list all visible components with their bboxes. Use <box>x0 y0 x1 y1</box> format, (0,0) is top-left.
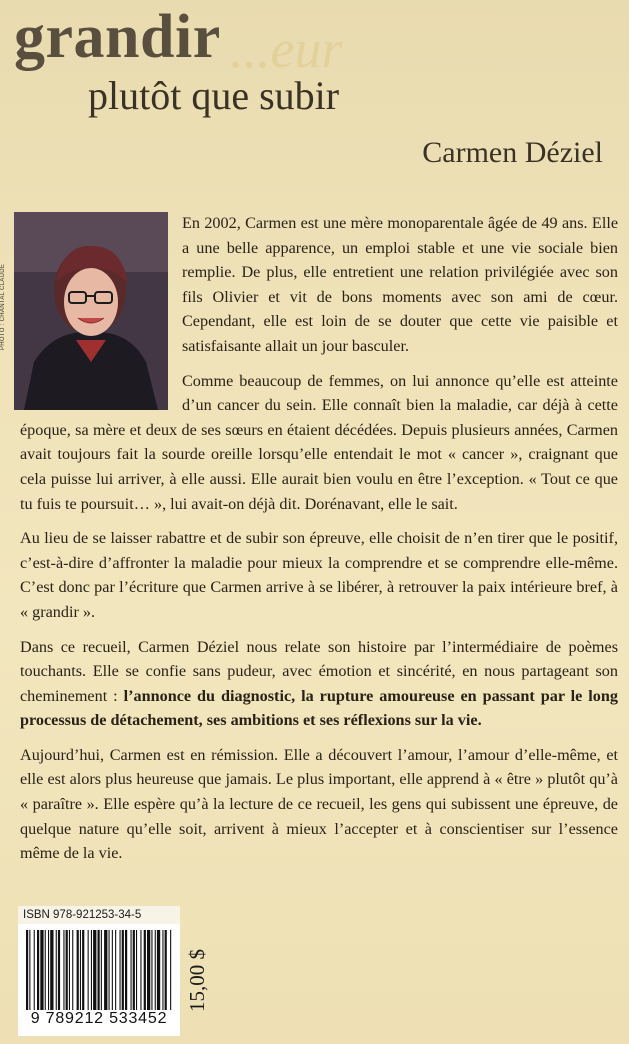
barcode-bar <box>162 930 163 1012</box>
barcode-bar <box>115 930 116 1012</box>
barcode-bar <box>112 930 113 1012</box>
blurb-paragraph-5: Aujourd’hui, Carmen est en rémission. Elle a découvert l’amour, l’amour d’elle-même, et elle est alors plus heureuse que jamais. Le plus important, elle apprend à « être » plutôt qu’à « paraître ». Elle espère qu’à la lecture de ce recueil, les gens qui subissent une épreuve, de quelque nature qu’elle soit, arrivent à mieux l’accepter et à conscientiser sur l’essence même de la vie. <box>20 745 618 863</box>
photo-float-spacer <box>20 211 182 411</box>
barcode-bar <box>133 930 135 1012</box>
barcode-bar <box>151 930 152 1012</box>
barcode-bar <box>101 930 102 1012</box>
book-subtitle: plutôt que subir <box>88 73 340 118</box>
barcode-bar <box>58 930 60 1012</box>
price: 15,00 $ <box>185 949 209 1012</box>
barcode-bar <box>125 930 127 1012</box>
barcode-bar <box>136 930 137 1012</box>
barcode-bar <box>77 930 79 1012</box>
isbn-label: ISBN 978-921253-34-5 <box>18 906 180 924</box>
blurb-paragraph-2: Comme beaucoup de femmes, on lui annonce qu’elle est atteinte d’un cancer du sein. Elle connaît bien la maladie, car déjà à cette époque, sa mère et deux de ses sœurs en étaient décédées. Depuis plusieurs années, Carmen avait toujours fait la sourde oreille lorsqu’elle entendait le mot « cancer », craignant que cela puisse lui arriver, à elle aussi. Elle aurait bien voulu en être l’exception. « Tout ce que tu fuis te poursuit… », lui avait-on déjà dit. Dorénavant, elle le sait. <box>20 371 618 513</box>
barcode-bar <box>40 930 43 1012</box>
barcode-bar <box>80 930 81 1012</box>
barcode-bar <box>56 930 57 1012</box>
barcode-bar <box>144 930 146 1012</box>
blurb-paragraph-4 <box>20 635 618 733</box>
barcode-bar <box>122 930 124 1012</box>
title-watermark: ...eur <box>230 19 343 79</box>
barcode-bar <box>170 930 171 1012</box>
barcode-bar <box>66 930 68 1012</box>
barcode-bar <box>69 930 70 1012</box>
barcode-digits: 9 789212 533452 <box>18 1010 180 1028</box>
barcode-bar <box>82 930 84 1012</box>
back-cover-blurb <box>20 211 618 876</box>
barcode-bar <box>165 930 167 1012</box>
photo-credit: PHOTO : CHANTAL CLAUDE <box>0 263 6 350</box>
barcode-bar <box>91 930 92 1012</box>
barcode-bar <box>93 930 96 1012</box>
blurb-paragraph-3: Au lieu de se laisser rabattre et de subir son épreuve, elle choisit de n’en tirer que le positif, c’est-à-dire d’affronter la maladie pour mieux la comprendre et se comprendre elle-même. C’est donc par l’écriture que Carmen arrive à se libérer, à retrouver la paix intérieure bref, à « grandir ». <box>20 529 618 621</box>
barcode-bar <box>120 930 121 1012</box>
blurb-paragraph-4-bold: l’annonce du diagnostic, la rupture amoureuse en passant par le long processus de détachement, ses ambitions et ses réflexions sur la vie. <box>20 686 618 730</box>
barcode-bar <box>157 930 160 1012</box>
barcode-bar <box>98 930 100 1012</box>
barcode-bar <box>131 930 132 1012</box>
barcode-bar <box>45 930 46 1012</box>
barcode-bar <box>155 930 156 1012</box>
blurb-paragraph-1: En 2002, Carmen est une mère monoparentale âgée de 49 ans. Elle a une belle apparence, un emploi stable et une vie sociale bien remplie. De plus, elle entretient une relation privilégiée avec son fils Olivier et vit de bons moments avec son ami de cœur. Cependant, elle est loin de se douter que cette vie paisible et satisfaisante allait un jour basculer. <box>182 214 618 355</box>
barcode-bar <box>63 930 64 1012</box>
author-name: Carmen Déziel <box>422 136 603 169</box>
barcode-bar <box>109 930 110 1012</box>
book-title: grandir <box>14 3 221 71</box>
barcode-bar <box>140 930 141 1012</box>
barcode-bar <box>147 930 150 1012</box>
barcode-bar <box>88 930 89 1012</box>
blurb-paragraph-4-normal: Dans ce recueil, Carmen Déziel nous relate son histoire par l’intermédiaire de poèmes touchants. Elle se confie sans pudeur, avec émotion et sincérité, en nous partageant son cheminement : <box>20 637 618 705</box>
barcode-bar <box>29 930 30 1012</box>
barcode-bar <box>26 930 28 1012</box>
barcode-bar <box>72 930 73 1012</box>
barcode-bar <box>34 930 35 1012</box>
barcode-bar <box>50 930 53 1012</box>
barcode-bar <box>37 930 39 1012</box>
barcode-bar <box>48 930 49 1012</box>
barcode-bar <box>104 930 107 1012</box>
